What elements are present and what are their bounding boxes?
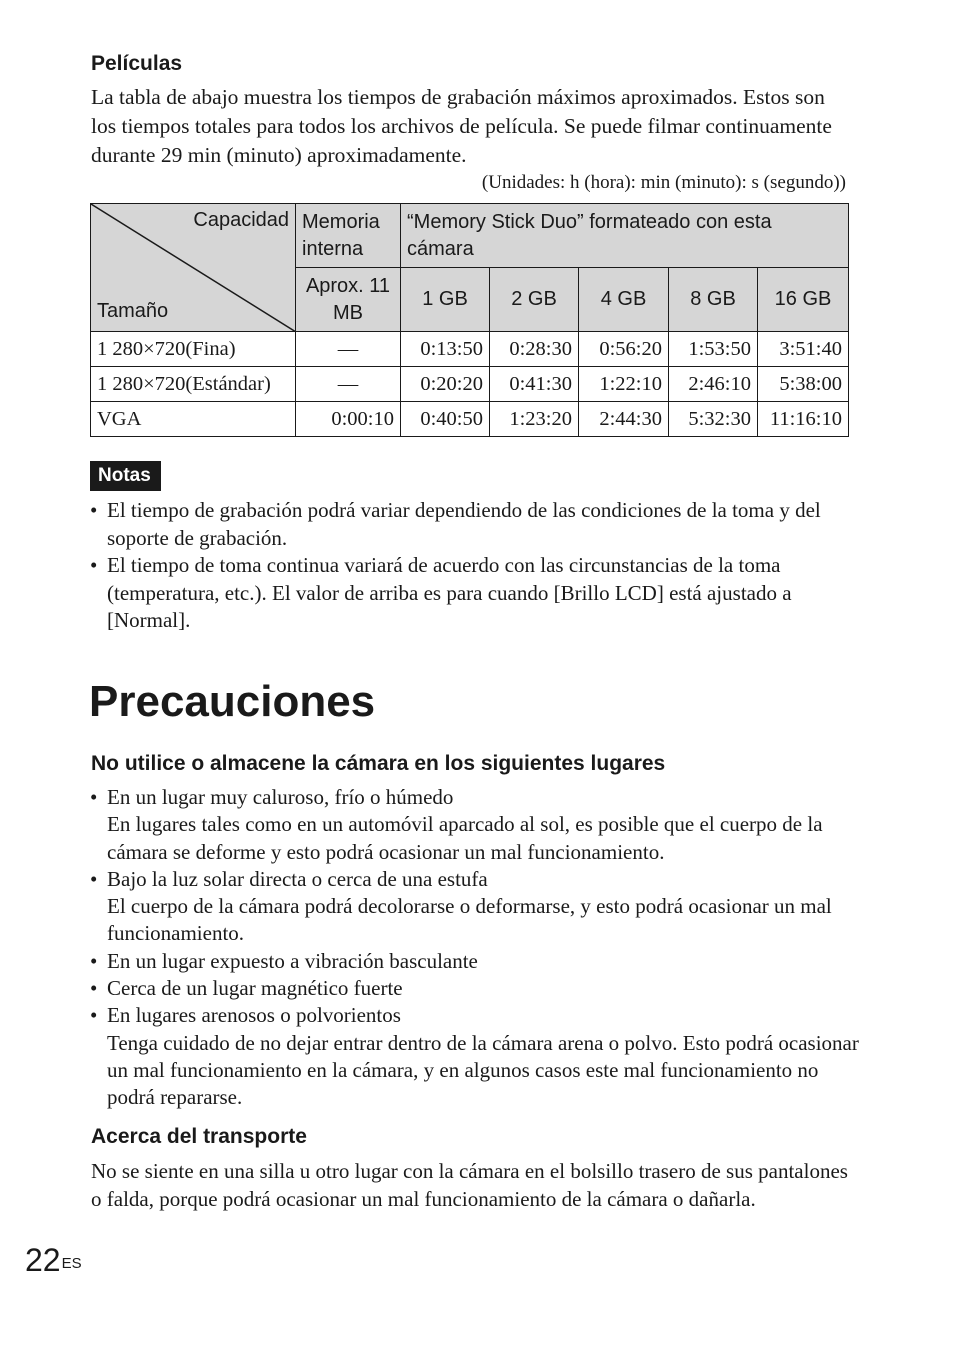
- header-size-1gb: 1 GB: [401, 268, 490, 332]
- list-item: [90, 866, 860, 948]
- lugares-list: [90, 784, 860, 1112]
- list-item-detail: El cuerpo de la cámara podrá decolorarse o deformarse, y esto podrá ocasionar un mal funcionamiento.: [107, 894, 832, 946]
- list-item-detail: En lugares tales como en un automóvil aparcado al sol, es posible que el cuerpo de la cámara se deforme y esto podrá ocasionar un mal funcionamiento.: [107, 812, 823, 864]
- note-text: • El tiempo de grabación podrá variar dependiendo de las condiciones de la toma y del soporte de grabación.: [107, 498, 821, 550]
- corner-capacidad-label: Capacidad: [193, 209, 289, 231]
- list-item-detail: Tenga cuidado de no dejar entrar dentro de la cámara arena o polvo. Esto podrá ocasionar un mal funcionamiento en la cámara, y en algunos casos este mal funcionamiento no podrá repararse.: [107, 1030, 859, 1110]
- list-item: [90, 552, 850, 635]
- page-number: [25, 1238, 82, 1282]
- list-item-title: • En un lugar muy caluroso, frío o húmedo: [107, 785, 454, 809]
- corner-tamano-label: Tamaño: [97, 300, 169, 322]
- row-label: VGA: [91, 402, 296, 437]
- header-size-internal: Aprox. 11 MB: [296, 268, 401, 332]
- table-cell: 1:22:10: [579, 367, 669, 402]
- table-cell: 0:28:30: [490, 332, 579, 367]
- table-cell: —: [296, 367, 401, 402]
- list-item: [90, 1002, 860, 1111]
- table-cell: 0:56:20: [579, 332, 669, 367]
- page-language-suffix: ES: [61, 1255, 82, 1272]
- table-cell: 5:38:00: [758, 367, 849, 402]
- table-cell: 2:44:30: [579, 402, 669, 437]
- table-cell: 1:23:20: [490, 402, 579, 437]
- table-cell: 0:20:20: [401, 367, 490, 402]
- table-cell: 1:53:50: [669, 332, 758, 367]
- table-cell: 0:13:50: [401, 332, 490, 367]
- note-text: • El tiempo de toma continua variará de acuerdo con las circunstancias de la toma (temperatura, etc.). El valor de arriba es para cuando [Brillo LCD] está ajustado a [Normal].: [107, 553, 792, 632]
- table-cell: 2:46:10: [669, 367, 758, 402]
- header-internal-memory: Memoria interna: [296, 204, 401, 268]
- transporte-paragraph: No se siente en una silla u otro lugar con la cámara en el bolsillo trasero de sus pantalones o falda, porque podrá ocasionar un mal funcionamiento de la cámara o dañarla.: [91, 1159, 848, 1211]
- section-title-peliculas: Películas: [91, 52, 183, 75]
- table-cell: 11:16:10: [758, 402, 849, 437]
- list-item-title: • Bajo la luz solar directa o cerca de una estufa: [107, 866, 488, 891]
- table-cell: 0:41:30: [490, 367, 579, 402]
- table-cell: 5:32:30: [669, 402, 758, 437]
- section-title-transporte: Acerca del transporte: [91, 1125, 307, 1148]
- list-item-title: • En lugares arenosos o polvorientos: [107, 1003, 401, 1028]
- header-memory-stick-duo: “Memory Stick Duo” formateado con esta cámara: [401, 204, 849, 268]
- table-corner-header: [91, 204, 296, 332]
- table-cell: 0:40:50: [401, 402, 490, 437]
- intro-paragraph: La tabla de abajo muestra los tiempos de grabación máximos aproximados. Estos son los tiempos totales para todos los archivos de película. Se puede filmar continuamente durante 29 min (minuto) aproximadamente.: [91, 85, 832, 167]
- list-item: [90, 975, 860, 1002]
- table-row: [91, 367, 849, 402]
- table-row: [91, 402, 849, 437]
- notes-list: [90, 497, 850, 635]
- table-cell: —: [296, 332, 401, 367]
- header-size-8gb: 8 GB: [669, 268, 758, 332]
- recording-time-table: [90, 203, 849, 437]
- row-label: 1 280×720(Fina): [91, 332, 296, 367]
- notes-badge: Notas: [90, 461, 161, 491]
- header-size-16gb: 16 GB: [758, 268, 849, 332]
- header-size-2gb: 2 GB: [490, 268, 579, 332]
- row-label: 1 280×720(Estándar): [91, 367, 296, 402]
- page-title: Precauciones: [89, 677, 376, 726]
- table-cell: 3:51:40: [758, 332, 849, 367]
- header-size-4gb: 4 GB: [579, 268, 669, 332]
- table-row: [91, 332, 849, 367]
- list-item: [90, 497, 850, 552]
- list-item: [90, 948, 860, 975]
- list-item-title: • En un lugar expuesto a vibración basculante: [107, 948, 478, 973]
- section-title-lugares: No utilice o almacene la cámara en los siguientes lugares: [91, 752, 666, 775]
- table-cell: 0:00:10: [296, 402, 401, 437]
- page-number-value: 22: [25, 1242, 61, 1278]
- units-note: (Unidades: h (hora): min (minuto): s (segundo)): [481, 172, 846, 193]
- list-item: [90, 784, 860, 866]
- list-item-title: • Cerca de un lugar magnético fuerte: [107, 976, 403, 1001]
